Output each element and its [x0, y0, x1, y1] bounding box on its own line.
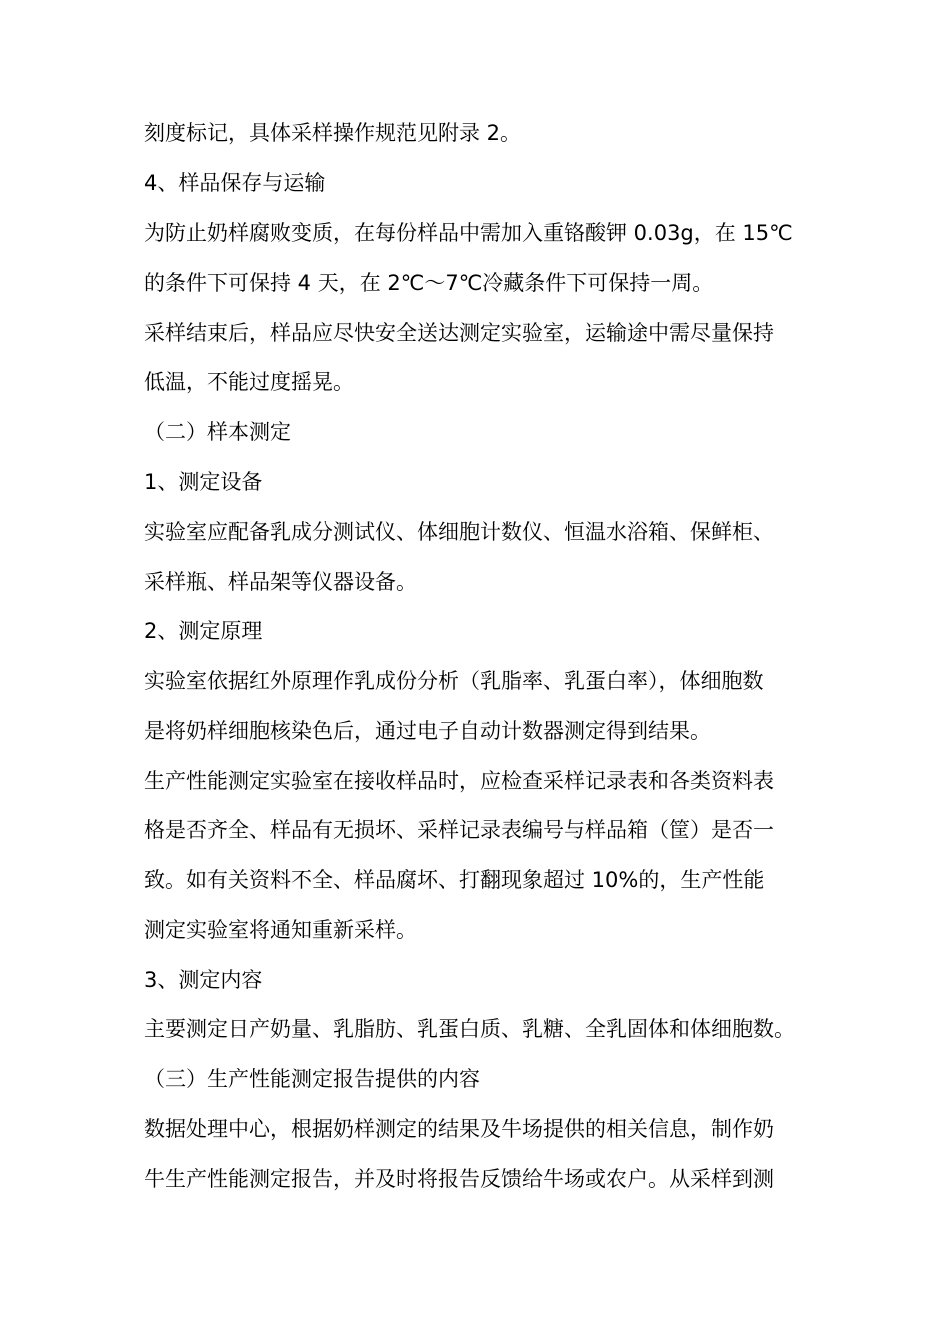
- text-line: 致。如有关资料不全、样品腐坏、打翻现象超过 10%的，生产性能: [144, 868, 765, 892]
- text-line: 采样瓶、样品架等仪器设备。: [144, 570, 417, 594]
- section-heading: 3、测定内容: [144, 968, 263, 992]
- section-heading: 2、测定原理: [144, 619, 263, 643]
- section-heading: 1、测定设备: [144, 470, 263, 494]
- text-line: 的条件下可保持 4 天，在 2℃～7℃冷藏条件下可保持一周。: [144, 271, 714, 295]
- section-heading: （三）生产性能测定报告提供的内容: [144, 1067, 480, 1091]
- text-line: 格是否齐全、样品有无损坏、采样记录表编号与样品箱（筐）是否一: [144, 818, 774, 842]
- text-line: 刻度标记，具体采样操作规范见附录 2。: [144, 121, 522, 145]
- text-line: 为防止奶样腐败变质，在每份样品中需加入重铬酸钾 0.03g，在 15℃: [144, 221, 793, 245]
- text-line: 生产性能测定实验室在接收样品时，应检查采样记录表和各类资料表: [144, 769, 774, 793]
- section-heading: （二）样本测定: [144, 420, 291, 444]
- text-line: 实验室依据红外原理作乳成份分析（乳脂率、乳蛋白率），体细胞数: [144, 669, 764, 693]
- text-line: 采样结束后，样品应尽快安全送达测定实验室，运输途中需尽量保持: [144, 321, 774, 345]
- text-line: 是将奶样细胞核染色后，通过电子自动计数器测定得到结果。: [144, 719, 711, 743]
- text-line: 数据处理中心，根据奶样测定的结果及牛场提供的相关信息，制作奶: [144, 1117, 774, 1141]
- section-heading: 4、样品保存与运输: [144, 171, 326, 195]
- text-line: 牛生产性能测定报告，并及时将报告反馈给牛场或农户。从采样到测: [144, 1167, 774, 1191]
- text-line: 测定实验室将通知重新采样。: [144, 918, 417, 942]
- text-line: 低温，不能过度摇晃。: [144, 370, 354, 394]
- text-line: 主要测定日产奶量、乳脂肪、乳蛋白质、乳糖、全乳固体和体细胞数。: [144, 1017, 795, 1041]
- text-line: 实验室应配备乳成分测试仪、体细胞计数仪、恒温水浴箱、保鲜柜、: [144, 520, 774, 544]
